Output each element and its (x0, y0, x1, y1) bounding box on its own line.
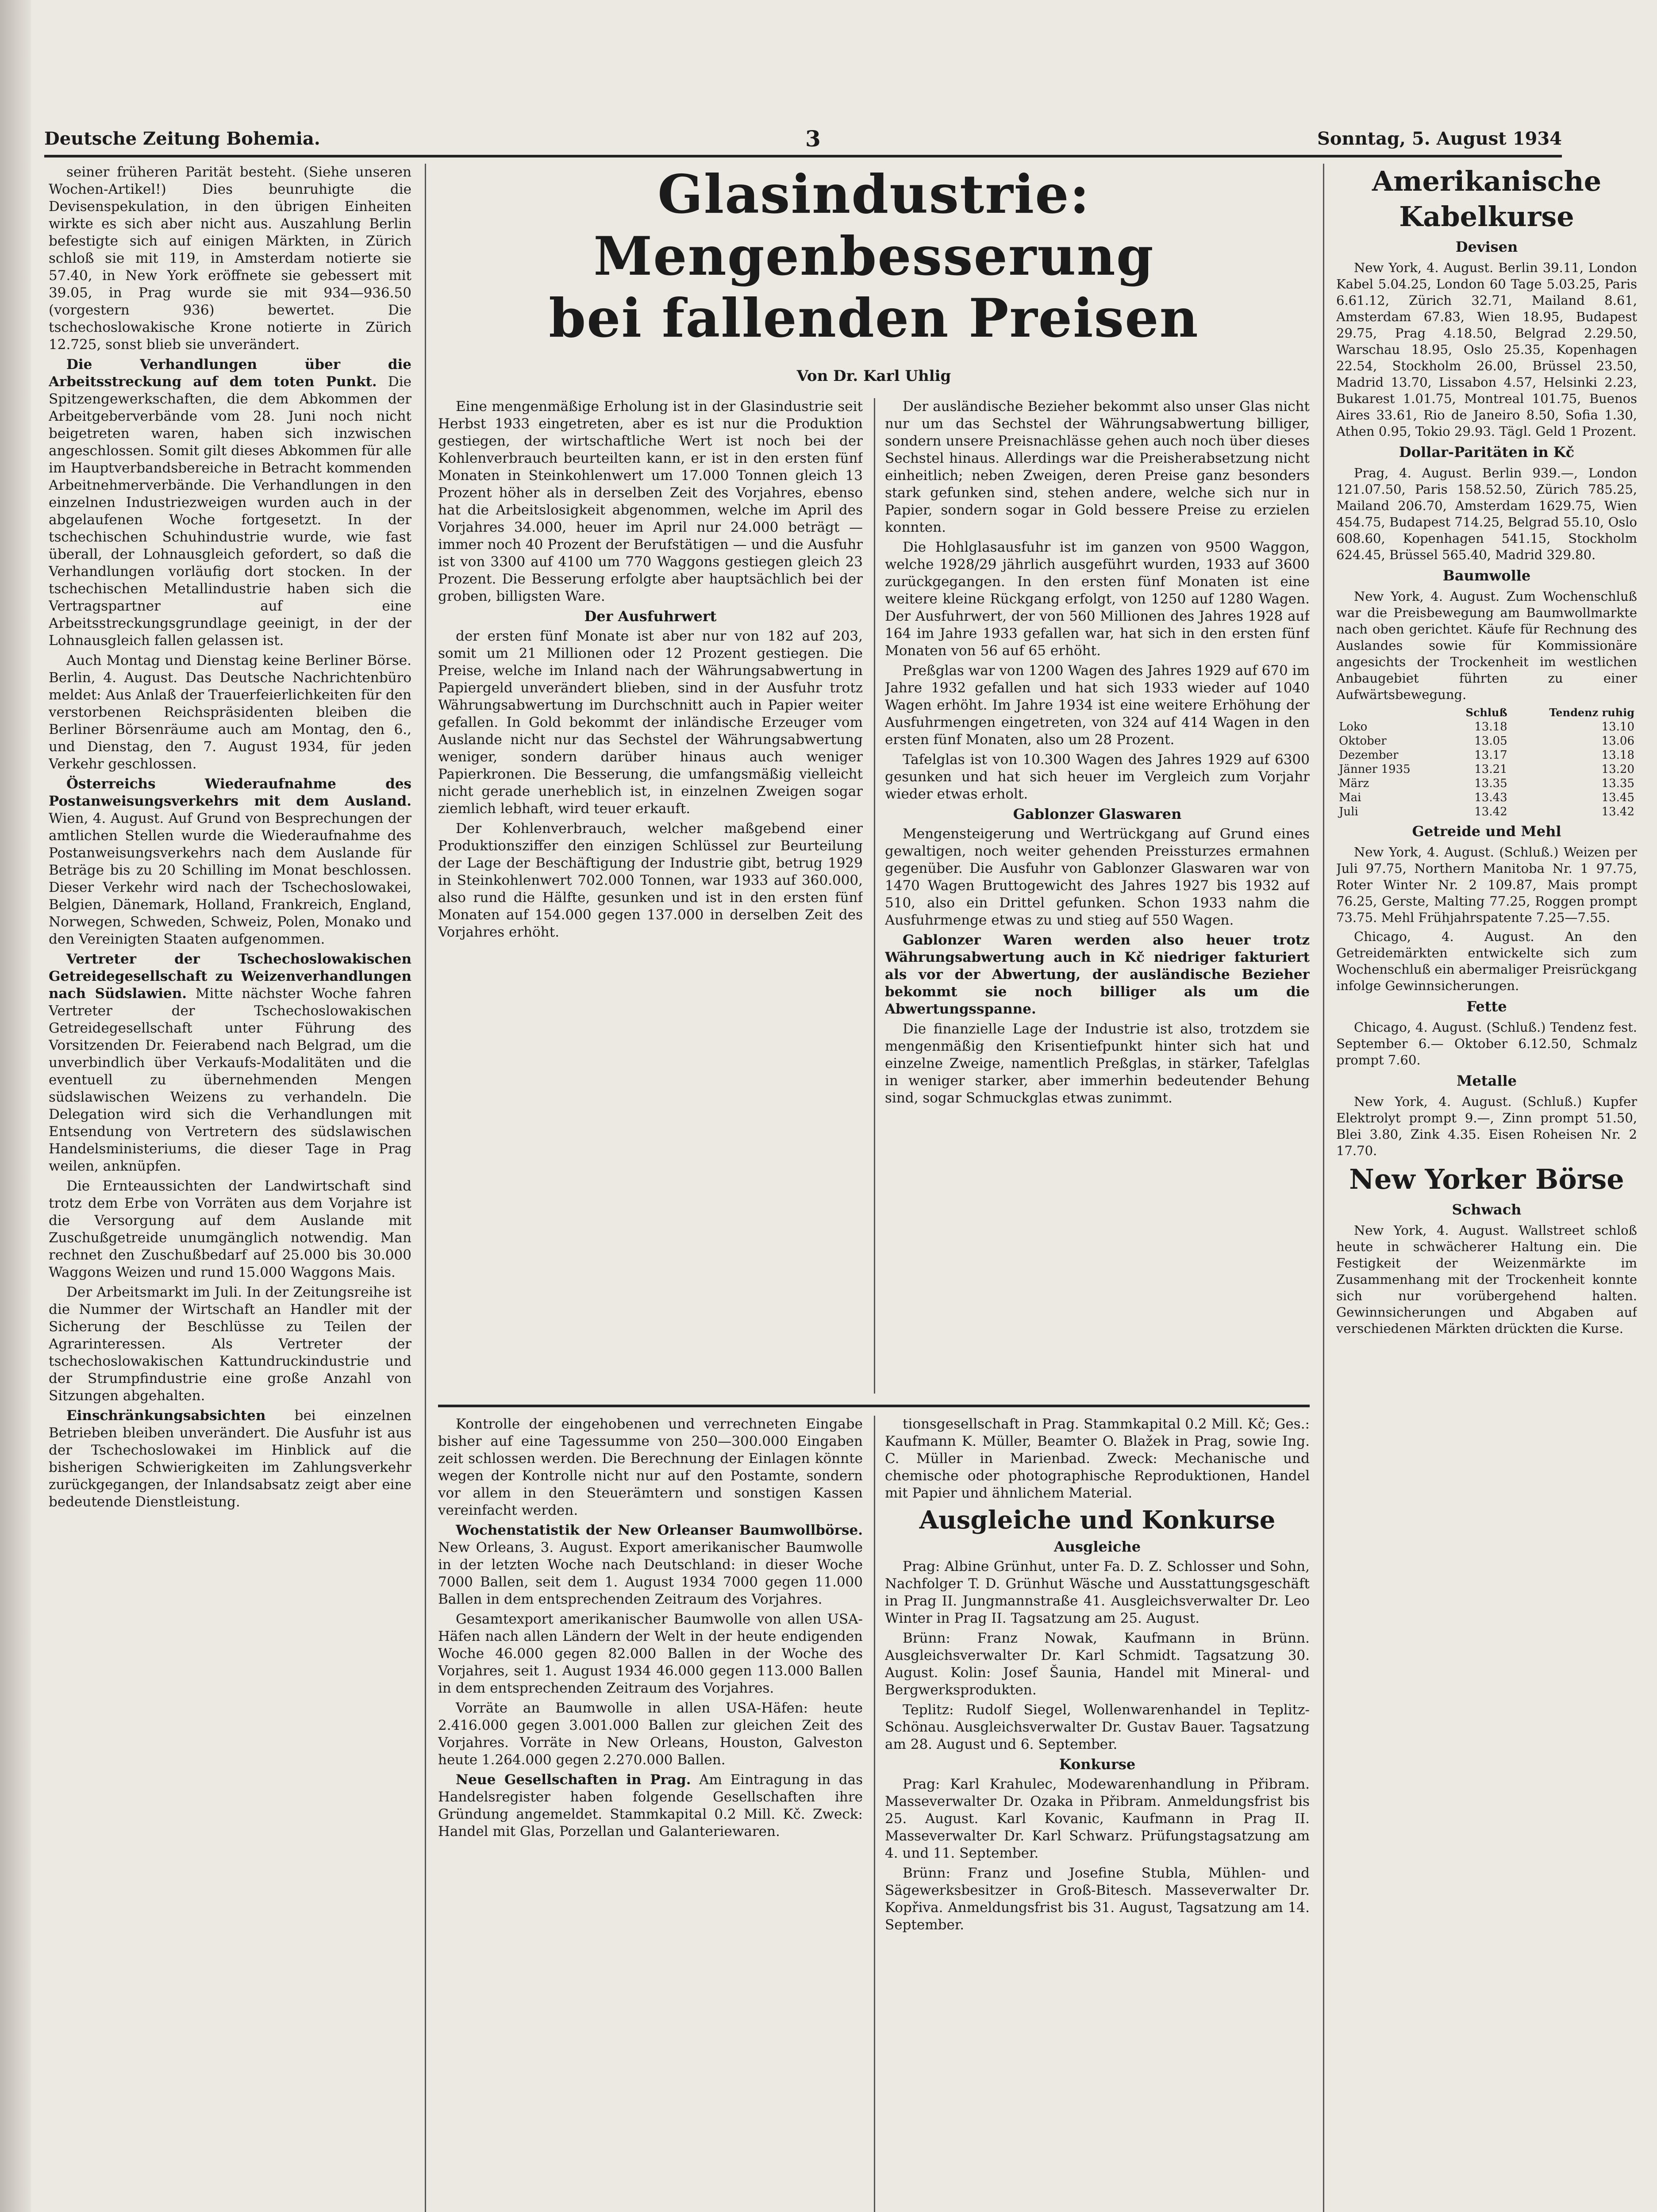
lower-column-2: tionsgesellschaft in Prag. Stammkapital 0.2 Mill. Kč; Ges.: Kaufmann K. Müller, Beamter O. Blažek in Prag, sowie Ing. C. Müller in Marienbad. Zweck: Mechanische und chemische oder photographische Reproduktionen, Handel mit Papier und ähnlichem Material. Ausgleiche und Konkurse Ausgleiche Prag: Albine Grünhut, unter Fa. D. Z. Schlosser und Sohn, Nachfolger T. D. Grünhut Wäsche und Ausstattungsgeschäft in Prag II. Jungmannstraße 41. Ausgleichsverwalter Dr. Leo Winter in Prag II. Tagsatzung am 25. August. Brünn: Franz Nowak, Kaufmann in Brünn. Ausgleichsverwalter Dr. Karl Schmidt. Tagsatzung 30. August. Kolin: Josef Šauniа, Handel mit Mineral- und Bergwerksprodukten. Teplitz: Rudolf Siegel, Wollenwarenhandel in Teplitz-Schönau. Ausgleichsverwalter Dr. Gustav Bauer. Tagsatzung am 28. August und 6. September. Konkurse Prag: Karl Krahulec, Modewarenhandlung in Přibram. Masseverwalter Dr. Ozaka in Přibram. Anmeldungsfrist bis 25. August. Karl Kovanic, Kaufmann in Prag II. Masseverwalter Dr. Karl Schwarz. Prüfungstagsatzung am 4. und 11. September. Brünn: Franz und Josefine Stubla, Mühlen- und Sägewerksbesitzer in Groß-Bitesch. Masseverwalter Dr. Kopřiva. Anmeldungsfrist bis 31. August, Tagsatzung am 14. September. (885, 1416, 1310, 1933)
value-cell: 13.17 (1474, 749, 1507, 762)
fats-title: Fette (1466, 998, 1507, 1015)
cotton-quotes-table (1336, 706, 1637, 819)
column-divider (425, 164, 426, 2212)
month-cell: Juli (1339, 805, 1358, 818)
article-column-2: Der ausländische Bezieher bekommt also unser Glas nicht nur um das Sechstel der Währungsabwertung billiger, sondern unsere Preisnachlässe gehen auch noch über dieses Sechstel hinaus. Allerdings war die Preisherabsetzung nicht einheitlich; neben Zweigen, deren Preise ganz besonders stark gefunken sind, stehen andere, welche sich nur in Papier, sondern sogar in Gold bessere Preise zu erzielen konnten. Die Hohlglasausfuhr ist im ganzen von 9500 Waggon, welche 1928/29 jährlich ausgeführt wurden, 1933 auf 3600 zurückgegangen. In den ersten fünf Monaten ist eine weitere kleine Rückgang erfolgt, von 1250 auf 1280 Wagen. Der Ausfuhrwert, der von 560 Millionen des Jahres 1928 auf 164 im Jahre 1933 gefallen war, hat sich in den ersten fünf Monaten von 56 auf 65 erhöht. Preßglas war von 1200 Wagen des Jahres 1929 auf 670 im Jahre 1932 gefallen und hat sich 1933 wieder auf 1040 Wagen erhöht. Im Jahre 1934 ist eine weitere Erhöhung der Ausfuhrmengen eingetreten, von 324 auf 414 Wagen in den ersten fünf Monaten, also um 28 Prozent. Tafelglas ist von 10.300 Wagen des Jahres 1929 auf 6300 gesunken und hat sich heuer im Vergleich zum Vorjahr wieder etwas erholt. Gablonzer Glaswaren Mengensteigerung und Wertrückgang auf Grund eines gewaltigen, noch weiter gehenden Preissturzes ermahnen gegenüber. Die Ausfuhr von Gablonzer Glaswaren war von 1470 Wagen Bruttogewicht des Jahres 1927 bis 1932 auf 510, also ein Drittel gefunken. Schon 1933 nahm die Ausfuhrmenge etwas zu und stieg auf 550 Wagen. Gablonzer Waren werden also heuer trotz Währungsabwertung auch in Kč niedriger fakturiert als vor der Abwertung, der ausländische Bezieher bekommt sie noch billiger als um die Abwertungsspanne. Die finanzielle Lage der Industrie ist also, trotzdem sie mengenmäßig den Krisentiefpunkt hinter sich hat und einzelne Zweige, namentlich Preßglas, in stärker, Tafelglas in weniger starker, aber immerhin bedeutender Behung sind, sogar Schmuckglas etwas zunimmt. (885, 399, 1310, 1106)
main-headline-block (438, 163, 1310, 385)
market-column: Amerikanische Kabelkurse Devisen New York, 4. August. Berlin 39.11, London Kabel 5.04.25, London 60 Tage 5.03.25, Paris 6.61.12, Zürich 32.71, Mailand 8.61, Amsterdam 67.83, Wien 18.95, Budapest 29.75, Prag 4.18.50, Belgrad 2.29.50, Warschau 18.95, Oslo 25.35, Kopenhagen 22.54, Stockholm 26.00, Brüssel 23.50, Madrid 13.70, Lissabon 4.57, Helsinki 2.23, Bukarest 1.01.75, Montreal 101.75, Buenos Aires 33.61, Rio de Janeiro 8.50, Sofia 1.30, Athen 0.95, Tokio 29.93. Tägl. Geld 1 Prozent. Dollar-Paritäten in Kč Prag, 4. August. Berlin 939.—, London 121.07.50, Paris 158.52.50, Zürich 785.25, Mailand 206.70, Amsterdam 1629.75, Wien 454.75, Budapest 714.25, Belgrad 55.10, Oslo 608.60, Kopenhagen 541.15, Stockholm 624.45, Brüssel 565.40, Madrid 329.80. Baumwolle New York, 4. August. Zum Wochenschluß war die Preisbewegung am Baumwollmarkte nach oben gerichtet. Käufe für Rechnung des Auslandes sowie für Kommissionäre angesichts der Trockenheit im westlichen Anbaugebiet führten zu einer Aufwärtsbewegung. Schluß Tendenz ruhig Loko 13.18 13.10 Oktober 13.05 13.06 Dezember 13.17 13.18 Jänner 1935 13.21 13.20 März 13.35 13.35 Mai 13.43 13.45 Juli 13.42 13.42 Getreide und Mehl New York, 4. August. (Schluß.) Weizen per Juli 97.75, Northern Manitoba Nr. 1 97.75, Roter Winter Nr. 2 109.87, Mais prompt 76.25, Gerste, Malting 77.25, Roggen prompt 73.75. Mehl Frühjahrspatente 7.25—7.55. Chicago, 4. August. An den Getreidemärkten entwickelte sich zum Wochenschluß ein abermaliger Preisrückgang infolge Gewinnsicherungen. Fette Chicago, 4. August. (Schluß.) Tendenz fest. September 6.— Oktober 6.12.50, Schmalz prompt 7.60. Metalle New York, 4. August. (Schluß.) Kupfer Elektrolyt prompt 9.—, Zinn prompt 51.50, Blei 3.80, Zink 4.35. Eisen Roheisen Nr. 2 17.70. New Yorker Börse Schwach New York, 4. August. Wallstreet schloß heute in schwächerer Haltung ein. Die Festigkeit der Weizenmärkte im Zusammenhang mit der Trockenheit konnte sich nur vorübergehend halten. Gewinnsicherungen und Abgaben auf verschiedenen Märkten drückten die Kurse. (1336, 164, 1637, 2212)
subhead-gablonz: Gablonzer Glaswaren (1013, 806, 1182, 822)
value-cell: 13.45 (1601, 791, 1634, 804)
byline: Von Dr. Karl Uhlig (796, 367, 951, 385)
table-header-cell: Schluß (1465, 706, 1507, 719)
dollar-parities-title: Dollar-Paritäten in Kč (1399, 444, 1575, 461)
subhead-konkurse: Konkurse (1059, 1756, 1136, 1773)
table-row (1336, 791, 1637, 805)
headline-line-2: bei fallenden Preisen (549, 287, 1199, 349)
subhead-export: Der Ausfuhrwert (584, 608, 717, 625)
table-row (1336, 776, 1637, 791)
cotton-title: Baumwolle (1442, 567, 1531, 584)
value-cell: 13.35 (1601, 777, 1634, 790)
newspaper-name: Deutsche Zeitung Bohemia. (44, 128, 320, 149)
value-cell: 13.42 (1474, 805, 1507, 818)
value-cell: 13.21 (1474, 763, 1507, 776)
table-row (1336, 805, 1637, 819)
value-cell: 13.20 (1601, 763, 1634, 776)
section-divider (438, 1405, 1310, 1407)
value-cell: 13.43 (1474, 791, 1507, 804)
column-divider (1323, 164, 1324, 2212)
page-edge (0, 0, 31, 2212)
table-row (1336, 748, 1637, 762)
article-column-1: Eine mengenmäßige Erholung ist in der Glasindustrie seit Herbst 1933 eingetreten, aber es ist nur die Produktion gestiegen, der wirtschaftliche Wert ist noch bei der Kohlenverbrauch beurteilten kann, er ist in den ersten fünf Monaten in Steinkohlenwert um 17.000 Tonnen gleich 13 Prozent höher als in derselben Zeit des Vorjahres, ebenso hat die Arbeitslosigkeit abgenommen, welche im April des Vorjahres 34.000, heuer im April nur 24.000 beträgt — immer noch 40 Prozent der Berufstätigen — und die Ausfuhr ist von 3300 auf 4100 um 770 Waggons gestiegen gleich 23 Prozent. Die Besserung erfolgte aber hauptsächlich bei der groben, billigsten Ware. Der Ausfuhrwert der ersten fünf Monate ist aber nur von 182 auf 203, somit um 21 Millionen oder 12 Prozent gestiegen. Die Preise, welche im Inland nach der Währungsabwertung in Papiergeld unverändert blieben, sind in der Ausfuhr trotz Währungsabwertung im Durchschnitt auch in Papier weiter gefallen. In Gold bekommt der inländische Erzeuger vom Auslande nicht nur das Sechstel der Währungsabwertung weniger, sondern darüber hinaus auch weniger Papierkronen. Die Besserung, die umfangsmäßig vielleicht nicht gerade unerheblich ist, in einzelnen Zweigen sogar ziemlich lebhaft, wird teuer erkauft. Der Kohlenverbrauch, welcher maßgebend einer Produktionsziffer den einzigen Schlüssel zur Beurteilung der Lage der Beschäftigung der Industrie gibt, betrug 1929 in Steinkohlenwert 702.000 Tonnen, war 1933 auf 360.000, also rund die Hälfte, gesunken und ist in den ersten fünf Monaten auf 154.000 gegen 137.000 in derselben Zeit des Vorjahres erhöht. (438, 399, 863, 940)
value-cell: 13.06 (1601, 734, 1634, 748)
column-divider (874, 398, 875, 1394)
table-row (1336, 734, 1637, 748)
ny-exchange-title: New Yorker Börse (1349, 1163, 1624, 1195)
table-row (1336, 762, 1637, 776)
cable-rates-title: Amerikanische Kabelkurse (1372, 165, 1602, 233)
headline-line-1: Glasindustrie: Mengenbesserung (593, 163, 1154, 288)
month-cell: Loko (1339, 720, 1368, 733)
page-number: 3 (805, 126, 821, 152)
month-cell: März (1339, 777, 1369, 790)
value-cell: 13.18 (1474, 720, 1507, 733)
issue-date: Sonntag, 5. August 1934 (1317, 128, 1562, 149)
page-header (44, 128, 1562, 157)
grain-title: Getreide und Mehl (1412, 823, 1561, 840)
lower-column-1: Kontrolle der eingehobenen und verrechneten Eingabe bisher auf eine Tagessumme von 250—300.000 Eingaben zeit schlossen werden. Die Berechnung der Einlagen könnte wegen der Kontrolle nicht nur auf den Postamte, sondern vor allem in den Steuerämtern und sonstigen Kassen vereinfacht werden. Wochenstatistik der New Orleanser Baumwollbörse. New Orleans, 3. August. Export amerikanischer Baumwolle in der letzten Woche nach Deutschland: in dieser Woche 7000 Ballen, seit dem 1. August 1934 7000 gegen 11.000 Ballen in dem entsprechenden Zeitraum des Vorjahres. Gesamtexport amerikanischer Baumwolle von allen USA-Häfen nach allen Ländern der Welt in der heute endigenden Woche 46.000 gegen 82.000 Ballen in der Woche des Vorjahres, seit 1. August 1934 46.000 gegen 113.000 Ballen in dem entsprechenden Zeitraum des Vorjahres. Vorräte an Baumwolle in allen USA-Häfen: heute 2.416.000 gegen 3.001.000 Ballen zur gleichen Zeit des Vorjahres. Vorräte in New Orleans, Houston, Galveston heute 1.264.000 gegen 2.270.000 Ballen. Neue Gesellschaften in Prag. Am Eintragung in das Handelsregister haben folgende Gesellschaften ihre Gründung angemeldet. Stammkapital 0.2 Mill. Kč. Zweck: Handel mit Glas, Porzellan und Galanteriewaren. (438, 1416, 863, 1839)
section-title-ausgleiche: Ausgleiche und Konkurse (919, 1505, 1276, 1535)
value-cell: 13.35 (1474, 777, 1507, 790)
month-cell: Dezember (1339, 749, 1399, 762)
month-cell: Jänner 1935 (1339, 763, 1411, 776)
column-divider (874, 1416, 875, 2212)
metals-title: Metalle (1457, 1072, 1517, 1089)
devisen-title: Devisen (1455, 238, 1518, 255)
value-cell: 13.10 (1601, 720, 1634, 733)
column-left-text: seiner früheren Parität besteht. (Siehe unseren Wochen-Artikel!) Dies beunruhigte die Devisenspekulation, in den übrigen Einheiten wirkte es sich aber nicht aus. Auszahlung Berlin befestigte sich auf einigen Märkten, in Zürich schloß sie mit 119, in Amsterdam notierte sie 57.40, in New York eröffnete sie gebessert mit 39.05, in Prag wurde sie mit 934—936.50 (vorgestern 936) bewertet. Die tschechoslowakische Krone notierte in Zürich 12.725, sonst blieb sie unverändert. Die Verhandlungen über die Arbeitsstreckung auf dem toten Punkt. Die Spitzengewerkschaften, die dem Abkommen der Arbeitgeberverbände vom 28. Juni noch nicht beigetreten waren, haben sich inzwischen angeschlossen. Somit gilt dieses Abkommen für alle im Hauptverbandsbereiche in Betracht kommenden Arbeitnehmerverbände. Die Verhandlungen in den einzelnen Industriezweigen wurden auch in der abgelaufenen Woche fortgesetzt. In der tschechischen Schuhindustrie wurde, wie fast überall, der Lohnausgleich gefordert, so daß die Verhandlungen vorläufig dort stocken. In der tschechischen Metallindustrie haben sich die Vertragspartner auf eine Arbeitsstreckungsgrundlage geeinigt, in der der Lohnausgleich fallen gelassen ist. Auch Montag und Dienstag keine Berliner Börse. Berlin, 4. August. Das Deutsche Nachrichtenbüro meldet: Aus Anlaß der Trauerfeierlichkeiten für den verstorbenen Reichspräsidenten bleiben die Berliner Börsenräume auch am Montag, den 6., und Dienstag, den 7. August 1934, für jeden Verkehr geschlossen. Österreichs Wiederaufnahme des Postanweisungsverkehrs mit dem Ausland. Wien, 4. August. Auf Grund von Besprechungen der amtlichen Stellen wurde die Wiederaufnahme des Postanweisungsverkehrs nach dem Auslande für Beträge bis zu 20 Schilling im Monat beschlossen. Dieser Verkehr wird nach der Tschechoslowakei, Belgien, Dänemark, Holland, Frankreich, England, Norwegen, Schweden, Schweiz, Polen, Monako und den Vereinigten Staaten aufgenommen. Vertreter der Tschechoslowakischen Getreidegesellschaft zu Weizenverhandlungen nach Südslawien. Mitte nächster Woche fahren Vertreter der Tschechoslowakischen Getreidegesellschaft unter Führung des Vorsitzenden Dr. Feierabend nach Belgrad, um die unverbindlich über Verkaufs-Modalitäten und die eventuell zu übernehmenden Mengen südslawischen Weizens zu verhandeln. Die Delegation wird sich die Verhandlungen mit Entsendung von Vertretern des südslawischen Handelsministeriums, die dieser Tage in Prag weilen, anknüpfen. Die Ernteaussichten der Landwirtschaft sind trotz dem Erbe von Vorräten aus dem Vorjahre ist die Versorgung auf dem Auslande mit Zuschußgetreide unumgänglich notwendig. Man rechnet den Zuschußbedarf auf 25.000 bis 30.000 Waggons Weizen und rund 15.000 Waggons Mais. Der Arbeitsmarkt im Juli. In der Zeitungsreihe ist die Nummer der Wirtschaft an Handler mit der Sicherung der Beschlüsse zu Teilen der Agrarinteressen. Als Vertreter der tschechoslowakischen Kattundruckindustrie und der Strumpfindustrie eine große Anzahl von Sitzungen abgehalten. Einschränkungsabsichten bei einzelnen Betrieben bleiben unverändert. Die Ausfuhr ist aus der Tschechoslowakei im Hinblick auf die bisherigen Schwierigkeiten im Zahlungsverkehr zurückgegangen, der Inlandsabsatz zeigt aber eine bedeutende Dienstleistung. (49, 164, 411, 1510)
value-cell: 13.42 (1601, 805, 1634, 818)
ny-exchange-subtitle: Schwach (1452, 1201, 1522, 1218)
month-cell: Oktober (1339, 734, 1387, 748)
month-cell: Mai (1339, 791, 1361, 804)
value-cell: 13.18 (1601, 749, 1634, 762)
value-cell: 13.05 (1474, 734, 1507, 748)
subhead-ausgleiche: Ausgleiche (1053, 1538, 1141, 1555)
table-header-cell (1336, 706, 1444, 720)
table-row (1336, 720, 1637, 734)
table-header-cell: Tendenz ruhig (1549, 706, 1634, 719)
